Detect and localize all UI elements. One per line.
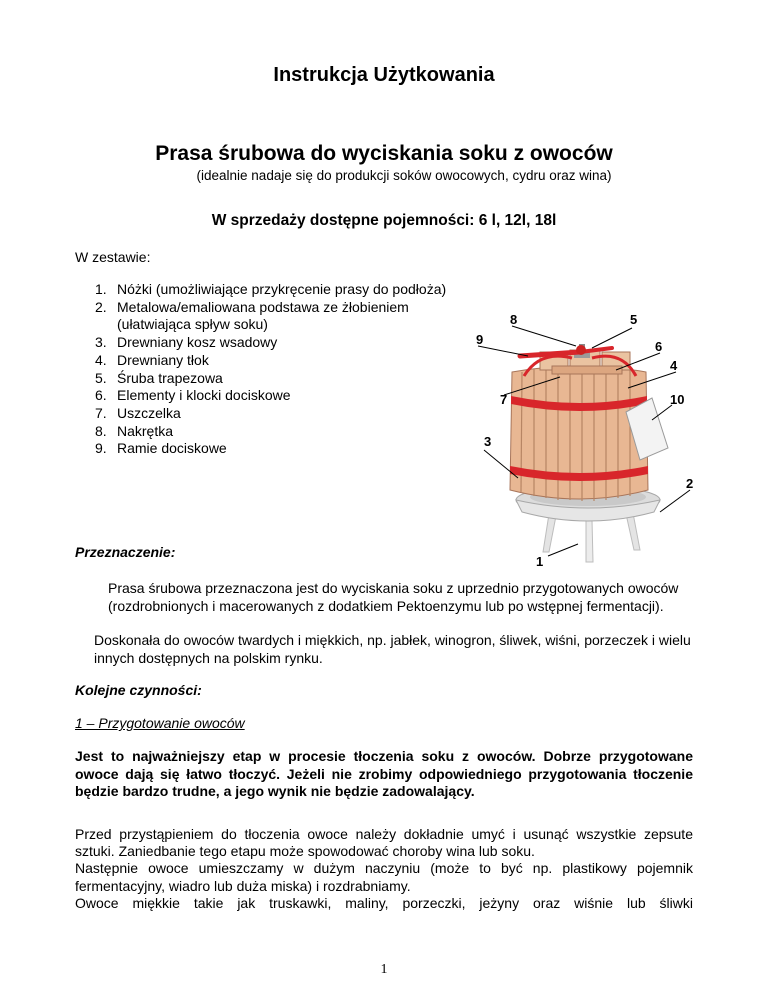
diagram-label-4: 4 bbox=[670, 358, 678, 373]
step1-body bbox=[75, 826, 693, 912]
product-title: Prasa śrubowa do wyciskania soku z owoców bbox=[155, 142, 613, 165]
list-item: 1. Nóżki (umożliwiające przykręcenie prasy do podłoża) bbox=[95, 281, 447, 297]
purpose-paragraph-2: Doskonała do owoców twardych i miękkich, np. jabłek, winogron, śliwek, wiśni, porzeczek i wielu innych dostępnych na polskim rynku. bbox=[94, 632, 691, 666]
diagram-label-8: 8 bbox=[510, 312, 518, 327]
kit-list bbox=[95, 281, 487, 458]
fruit-press-diagram bbox=[440, 300, 710, 580]
diagram-label-5: 5 bbox=[630, 312, 638, 327]
list-item: 8. Nakrętka bbox=[95, 422, 174, 439]
diagram-label-10: 10 bbox=[670, 392, 685, 407]
wooden-basket bbox=[510, 365, 648, 501]
step1-paragraph-3: Owoce miękkie takie jak truskawki, maliny, porzeczki, jeżyny oraz wiśnie lub śliwki bbox=[75, 894, 693, 911]
diagram-label-3: 3 bbox=[484, 434, 492, 449]
steps-heading: Kolejne czynności: bbox=[75, 682, 202, 698]
list-item: 6. Elementy i klocki dociskowe bbox=[95, 387, 291, 404]
diagram-label-9: 9 bbox=[476, 332, 484, 347]
list-item: 7. Uszczelka bbox=[95, 404, 181, 421]
step1-paragraph-1: Przed przystąpieniem do tłoczenia owoce należy dokładnie umyć i usunąć wszystkie zepsute sztuki. Zaniedbanie tego etapu może spowodować choroby wina lub soku. bbox=[75, 826, 693, 860]
step1-paragraph-2: Następnie owoce umieszczamy w dużym naczyniu (może to być np. plastikowy pojemnik fermentacyjny, wiadro lub duża miska) i rozdrabniamy. bbox=[75, 860, 693, 894]
page-number: 1 bbox=[380, 962, 388, 977]
list-item: 3. Drewniany kosz wsadowy bbox=[95, 334, 278, 351]
purpose-heading: Przeznaczenie: bbox=[75, 544, 176, 560]
document-title: Instrukcja Użytkowania bbox=[273, 64, 495, 86]
step1-heading: 1 – Przygotowanie owoców bbox=[75, 715, 245, 731]
product-subtitle: (idealnie nadaje się do produkcji soków owocowych, cydru oraz wina) bbox=[196, 168, 612, 183]
capacity-heading: W sprzedaży dostępne pojemności: 6 l, 12l, 18l bbox=[211, 212, 557, 229]
diagram-label-7: 7 bbox=[500, 392, 508, 407]
step1-bold-paragraph: Jest to najważniejszy etap w procesie tłoczenia soku z owoców. Dobrze przygotowane owoce dają się łatwo tłoczyć. Jeżeli nie zrobimy odpowiedniego przygotowania tłoczenie będzie bardzo trudne, a jego wynik nie będzie zadowalający. bbox=[75, 748, 693, 799]
diagram-label-2: 2 bbox=[686, 476, 694, 491]
diagram-label-6: 6 bbox=[655, 339, 663, 354]
list-item: 5. Śruba trapezowa bbox=[95, 369, 223, 386]
purpose-paragraph-1: Prasa śrubowa przeznaczona jest do wyciskania soku z uprzednio przygotowanych owoców (rozdrobnionych i macerowanych z dodatkiem Pektoenzymu lub po wstępnej fermentacji). bbox=[108, 580, 679, 614]
diagram-label-1: 1 bbox=[536, 554, 544, 569]
list-item: 9. Ramie dociskowe bbox=[95, 440, 227, 457]
kit-label: W zestawie: bbox=[75, 249, 151, 265]
list-item: 4. Drewniany tłok bbox=[95, 351, 209, 368]
list-item: 2. Metalowa/emaliowana podstawa ze żłobieniem (ułatwiająca spływ soku) bbox=[95, 298, 409, 333]
